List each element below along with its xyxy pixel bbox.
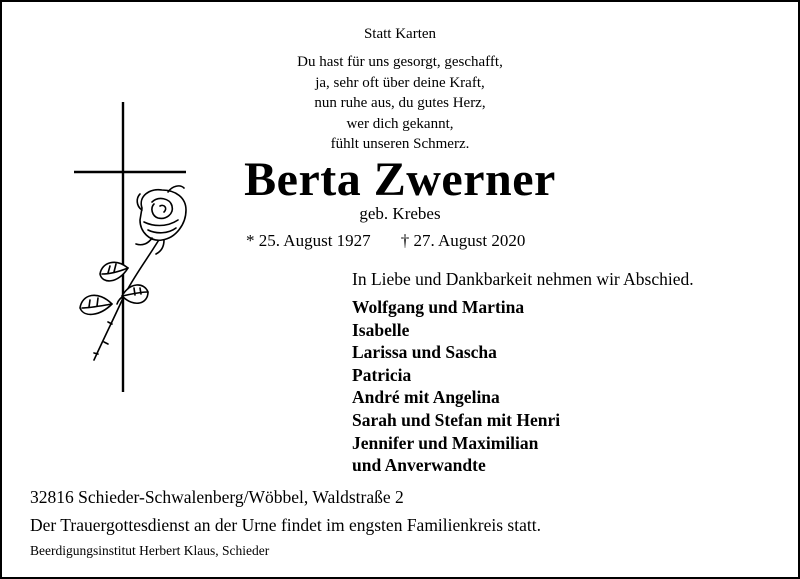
maiden-name: geb. Krebes: [359, 204, 441, 223]
family-member: Patricia: [352, 364, 412, 385]
cross-with-rose: [68, 98, 198, 398]
family-member: Wolfgang und Martina: [352, 297, 525, 317]
family-member: Isabelle: [352, 319, 410, 340]
poem-line: Du hast für uns gesorgt, geschafft,: [297, 54, 503, 70]
service-info: Der Trauergottesdienst an der Urne findet im engsten Familienkreis statt.: [30, 515, 541, 535]
family-member: André mit Angelina: [352, 387, 500, 408]
address: 32816 Schieder-Schwalenberg/Wöbbel, Waldstraße 2: [30, 487, 404, 507]
family-list: [352, 296, 560, 477]
cross-icon: [74, 102, 186, 392]
life-dates: [246, 231, 525, 251]
family-member: Jennifer und Maximilian: [352, 432, 539, 453]
farewell-line: In Liebe und Dankbarkeit nehmen wir Abschied.: [352, 269, 694, 289]
deceased-name: Berta Zwerner: [244, 153, 556, 206]
notice-header: Statt Karten: [363, 26, 437, 42]
family-member: und Anverwandte: [352, 455, 486, 476]
poem-line: ja, sehr oft über deine Kraft,: [315, 74, 485, 91]
birth-date: * 25. August 1927: [246, 231, 371, 250]
poem-line: fühlt unseren Schmerz.: [330, 136, 470, 152]
family-member: Sarah und Stefan mit Henri: [352, 409, 561, 430]
family-member: Larissa und Sascha: [352, 342, 497, 363]
death-date: † 27. August 2020: [400, 231, 526, 250]
funeral-home: Beerdigungsinstitut Herbert Klaus, Schieder: [30, 543, 270, 558]
poem-line: nun ruhe aus, du gutes Herz,: [314, 95, 486, 111]
poem-line: wer dich gekannt,: [346, 115, 454, 132]
